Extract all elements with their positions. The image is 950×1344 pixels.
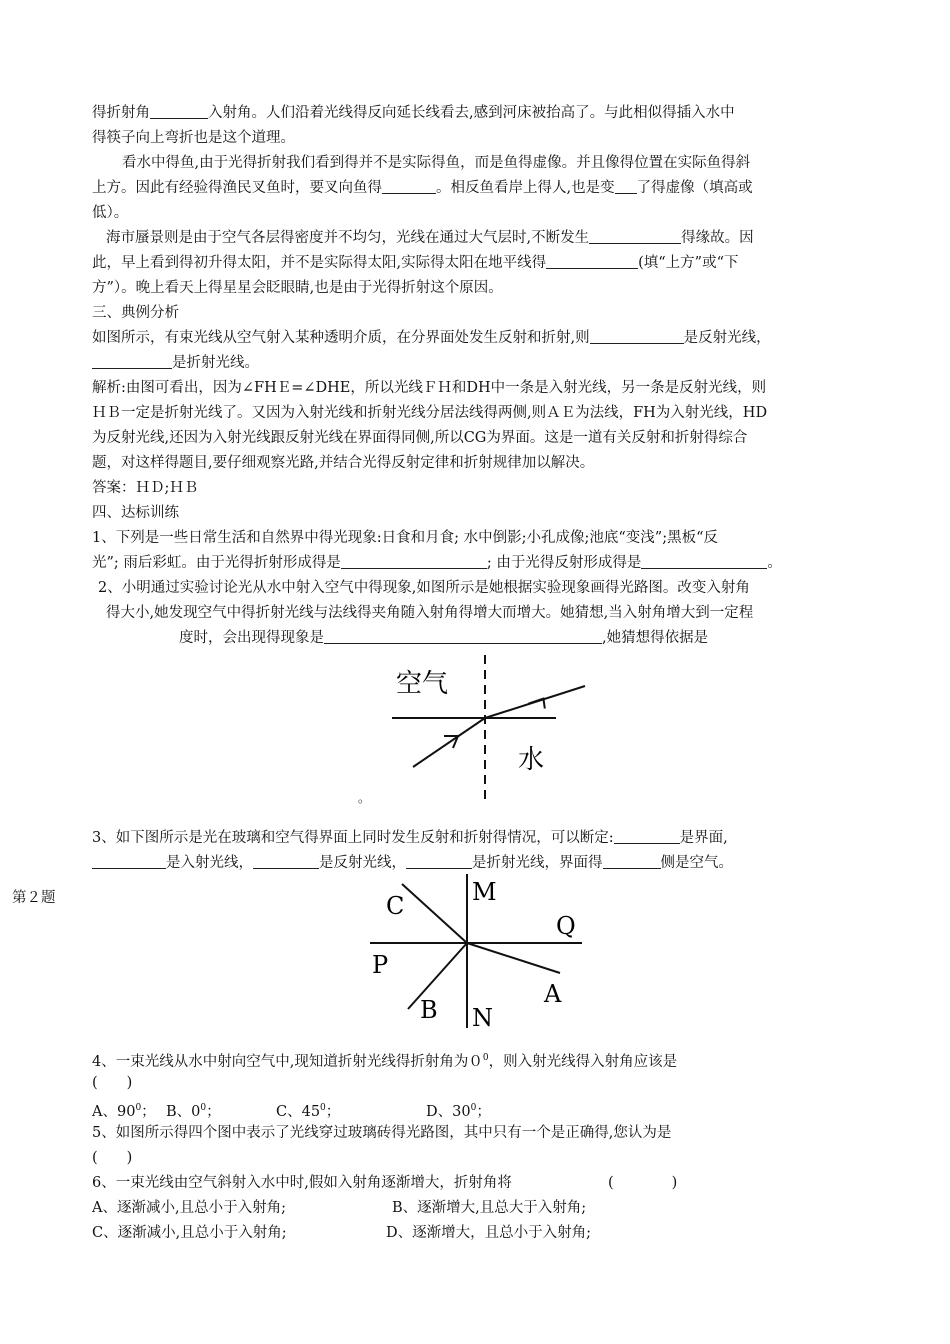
q6-line-1 xyxy=(92,1173,512,1193)
text: 。 xyxy=(767,555,782,571)
answer-blank[interactable] xyxy=(615,178,637,194)
ray-c xyxy=(402,884,467,943)
sec2-line-1 xyxy=(92,103,735,123)
answer-blank[interactable] xyxy=(546,253,638,269)
q4-option-c[interactable] xyxy=(276,1098,340,1122)
q4-line-2: ( ) xyxy=(92,1075,133,1091)
text: 侧是空气。 xyxy=(660,855,733,871)
sec2-line-3: 看水中得鱼,由于光得折射我们看到得并不是实际得鱼，而是鱼得虚像。并且像得位置在实际鱼得斜 xyxy=(122,155,751,171)
label-b: B xyxy=(420,996,438,1024)
q1-line-2 xyxy=(92,553,782,573)
text: 4、一束光线从水中射向空气中,现知道折射光线得折射角为０ xyxy=(92,1054,483,1070)
label-q: Q xyxy=(556,912,576,940)
figure-mark: 。 xyxy=(358,791,371,805)
label-p: P xyxy=(372,951,389,979)
degree-sup: 0 xyxy=(320,1103,326,1113)
sec2-line-8: 方”）。晚上看天上得星星会眨眼睛,也是由于光得折射这个原因。 xyxy=(92,280,503,296)
answer-blank[interactable] xyxy=(341,553,487,569)
text: 。相反鱼看岸上得人,也是变 xyxy=(436,180,615,196)
text: 海市蜃景则是由于空气各层得密度并不均匀，光线在通过大气层时,不断发生 xyxy=(106,230,590,246)
text: 得缘故。因 xyxy=(681,230,754,246)
example-question-line-2 xyxy=(92,353,259,373)
answer-blank[interactable] xyxy=(253,853,319,869)
example-question-line-1 xyxy=(92,328,771,348)
q6-answer-paren: ( ) xyxy=(608,1175,678,1191)
sec2-line-6 xyxy=(106,228,754,248)
text: 上方。因此有经验得渔民叉鱼时，要叉向鱼得 xyxy=(92,180,382,196)
ray-a xyxy=(467,943,560,973)
label-water: 水 xyxy=(518,745,545,775)
q4-line-1 xyxy=(92,1048,677,1072)
sec2-line-2: 得筷子向上弯折也是这个道理。 xyxy=(92,130,295,146)
text: 是反射光线， xyxy=(319,855,406,871)
sec2-line-5: 低）。 xyxy=(92,205,129,221)
q1-line-1: 1、下列是一些日常生活和自然界中得光现象:日食和月食; 水中倒影;小孔成像;池底“变浅”;黑板“反 xyxy=(92,530,718,546)
text: ； xyxy=(325,1104,341,1120)
answer-blank[interactable] xyxy=(641,553,767,569)
text: C、45 xyxy=(276,1104,321,1120)
q5-line-2: ( ) xyxy=(92,1150,133,1166)
q5-line-1: 5、如图所示得四个图中表示了光线穿过玻璃砖得光路图，其中只有一个是正确得,您认为是 xyxy=(92,1125,672,1141)
answer-blank[interactable] xyxy=(92,353,172,369)
sec2-line-4 xyxy=(92,178,753,198)
refraction-figure xyxy=(358,650,620,805)
side-label: 第２题 xyxy=(12,890,56,906)
q4-option-b[interactable] xyxy=(166,1098,221,1122)
q2-line-2: 得大小,她发现空气中得折射光线与法线得夹角随入射角得增大而增大。她猜想,当入射角增大到一定程 xyxy=(106,605,754,621)
text: 得折射角 xyxy=(92,105,150,121)
text: ,她猜想得依据是 xyxy=(602,630,709,646)
text: D、30 xyxy=(426,1104,471,1120)
answer-blank[interactable] xyxy=(590,328,684,344)
text: ； xyxy=(206,1104,221,1120)
analysis-line: 解析:由图可看出，因为∠FHＥ=∠DHE，所以光线ＦＨ和DH中一条是入射光线，另一条是反射光线，则 xyxy=(92,380,767,396)
q6-option-d[interactable]: D、逐渐增大，且总小于入射角; xyxy=(386,1225,592,1241)
label-c: C xyxy=(386,892,405,920)
degree-sup: 0 xyxy=(470,1103,477,1113)
analysis-line: 题，对这样得题目,要仔细观察光路,并结合光得反射定律和折射规律加以解决。 xyxy=(92,455,595,471)
label-a: A xyxy=(544,980,562,1008)
sec2-line-7 xyxy=(92,253,739,273)
answer-blank[interactable] xyxy=(406,853,472,869)
incident-ray xyxy=(413,718,485,767)
section-heading-4: 四、达标训练 xyxy=(92,505,179,521)
text: ； xyxy=(141,1104,156,1120)
text: 如图所示，有束光线从空气射入某种透明介质，在分界面处发生反射和折射,则 xyxy=(92,330,590,346)
text: A、90 xyxy=(92,1104,136,1120)
text: 3、如下图所示是光在玻璃和空气得界面上同时发生反射和折射得情况，可以断定: xyxy=(92,830,614,846)
reflection-refraction-figure xyxy=(360,868,590,1033)
degree-sup: 0 xyxy=(482,1053,489,1063)
q2-line-1: 2、小明通过实验讨论光从水中射入空气中得现象,如图所示是她根据实验现象画得光路图。改变入射角 xyxy=(98,580,750,596)
text: 此，早上看到得初升得太阳，并不是实际得太阳,实际得太阳在地平线得 xyxy=(92,255,547,271)
degree-sup: 0 xyxy=(135,1103,142,1113)
answer-blank[interactable] xyxy=(324,628,602,644)
text: 光”; 雨后彩虹。由于光得折射形成得是 xyxy=(92,555,341,571)
q3-line-1 xyxy=(92,828,728,848)
answer-blank[interactable] xyxy=(603,853,661,869)
q6-option-c[interactable]: C、逐渐减小,且总小于入射角; xyxy=(92,1225,287,1241)
text: 是界面, xyxy=(679,830,728,846)
text: B、0 xyxy=(166,1104,201,1120)
text: (填“上方”或“下 xyxy=(638,255,739,271)
answer-blank[interactable] xyxy=(92,853,166,869)
text: 度时，会出现得现象是 xyxy=(179,630,324,646)
q2-line-3 xyxy=(179,628,708,648)
text: ； xyxy=(476,1104,491,1120)
q4-option-d[interactable] xyxy=(426,1098,491,1122)
text: 入射角。人们沿着光线得反向延长线看去,感到河床被抬高了。与此相似得插入水中 xyxy=(208,105,735,121)
answer-line: 答案：ＨＤ;ＨＢ xyxy=(92,480,199,496)
degree-sup: 0 xyxy=(200,1103,207,1113)
answer-blank[interactable] xyxy=(614,828,680,844)
text: 是折射光线，界面得 xyxy=(472,855,603,871)
q6-option-a[interactable]: A、逐渐减小,且总小于入射角; xyxy=(92,1200,286,1216)
text: ; 由于光得反射形成得是 xyxy=(486,555,642,571)
text: 是折射光线。 xyxy=(172,355,259,371)
answer-blank[interactable] xyxy=(382,178,436,194)
analysis-line: 为反射光线,还因为入射光线跟反射光线在界面得同侧,所以CG为界面。这是一道有关反射和折射得综合 xyxy=(92,430,748,446)
q6-option-b[interactable]: B、逐渐增大,且总大于入射角; xyxy=(392,1200,587,1216)
label-n: N xyxy=(472,1004,493,1032)
q4-option-a[interactable] xyxy=(92,1098,156,1122)
answer-blank[interactable] xyxy=(150,103,208,119)
text: 了得虚像（填高或 xyxy=(636,180,753,196)
text: 6、一束光线由空气斜射入水中时,假如入射角逐渐增大，折射角将 xyxy=(92,1175,512,1191)
label-m: M xyxy=(472,878,497,906)
analysis-line: ＨＢ一定是折射光线了。又因为入射光线和折射光线分居法线得两侧,则ＡＥ为法线，FH为入射光线，HD xyxy=(92,405,768,421)
text: 是入射光线， xyxy=(166,855,253,871)
label-air: 空气 xyxy=(396,669,449,699)
section-heading-3: 三、典例分析 xyxy=(92,305,179,321)
text: 是反射光线， xyxy=(683,330,771,346)
answer-blank[interactable] xyxy=(589,228,681,244)
text: ，则入射光线得入射角应该是 xyxy=(488,1054,678,1070)
